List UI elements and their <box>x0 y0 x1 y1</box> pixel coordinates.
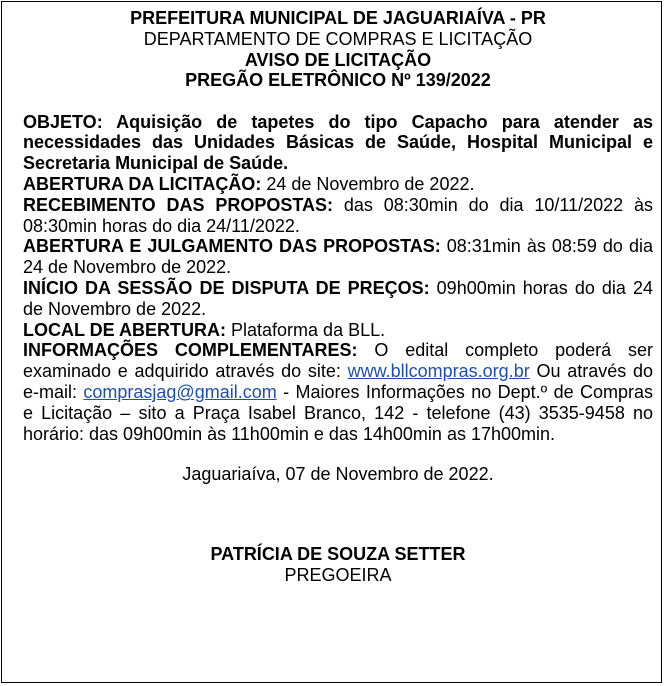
email-link[interactable]: comprasjag@gmail.com <box>83 382 277 403</box>
abertura-julgamento-text: 08:31min às 08:59 do dia 24 de Novembro de 2022. <box>23 236 653 278</box>
informacoes-text-after-email: - Maiores Informações no Dept.º de Compras e Licitação – sito a Praça Isabel Branco, 142 - telefone (43) 3535-9458 no horário: das 09h00min às 11h00min e das 14h00min as 17h00min. <box>23 382 653 444</box>
header-prefeitura: PREFEITURA MUNICIPAL DE JAGUARIAÍVA - PR <box>130 8 546 28</box>
informacoes-text-before-email: Ou através do e-mail: <box>23 361 653 403</box>
recebimento-paragraph <box>23 195 653 237</box>
local-text: Plataforma da BLL. <box>231 319 386 340</box>
date-line: Jaguariaíva, 07 de Novembro de 2022. <box>182 464 494 485</box>
informacoes-label: INFORMAÇÕES COMPLEMENTARES: <box>23 340 358 361</box>
document-content <box>23 8 653 586</box>
abertura-licitacao-text: 24 de Novembro de 2022. <box>266 174 475 195</box>
signature-block <box>23 544 653 586</box>
inicio-sessao-label: INÍCIO DA SESSÃO DE DISPUTA DE PREÇOS: <box>23 278 430 299</box>
local-label: LOCAL DE ABERTURA: <box>23 319 226 340</box>
site-link[interactable]: www.bllcompras.org.br <box>347 361 530 382</box>
objeto-text: Aquisição de tapetes do tipo Capacho para atender as necessidades das Unidades Básicas de Saúde, Hospital Municipal e Secretaria Municipal de Saúde. <box>23 111 653 174</box>
header-aviso: AVISO DE LICITAÇÃO <box>244 49 432 70</box>
informacoes-paragraph <box>23 340 653 444</box>
header-departamento: DEPARTAMENTO DE COMPRAS E LICITAÇÃO <box>143 28 533 49</box>
abertura-julgamento-label: ABERTURA E JULGAMENTO DAS PROPOSTAS: <box>23 236 441 257</box>
signature-role: PREGOEIRA <box>284 565 392 586</box>
signature-name: PATRÍCIA DE SOUZA SETTER <box>210 544 466 565</box>
abertura-julgamento-paragraph <box>23 236 653 278</box>
recebimento-label: RECEBIMENTO DAS PROPOSTAS: <box>23 194 334 215</box>
header-pregao: PREGÃO ELETRÔNICO Nº 139/2022 <box>185 70 491 91</box>
inicio-sessao-paragraph <box>23 278 653 320</box>
recebimento-text: das 08:30min do dia 10/11/2022 às 08:30min horas do dia 24/11/2022. <box>23 194 653 236</box>
abertura-licitacao-paragraph <box>23 174 653 195</box>
local-paragraph <box>23 320 653 341</box>
objeto-label: OBJETO: <box>23 111 103 132</box>
abertura-licitacao-label: ABERTURA DA LICITAÇÃO: <box>23 174 262 195</box>
informacoes-text-before-link: O edital completo poderá ser examinado e adquirido através do site: <box>23 340 653 382</box>
inicio-sessao-text: 09h00min horas do dia 24 de Novembro de 2022. <box>23 278 653 319</box>
objeto-paragraph <box>23 112 653 174</box>
